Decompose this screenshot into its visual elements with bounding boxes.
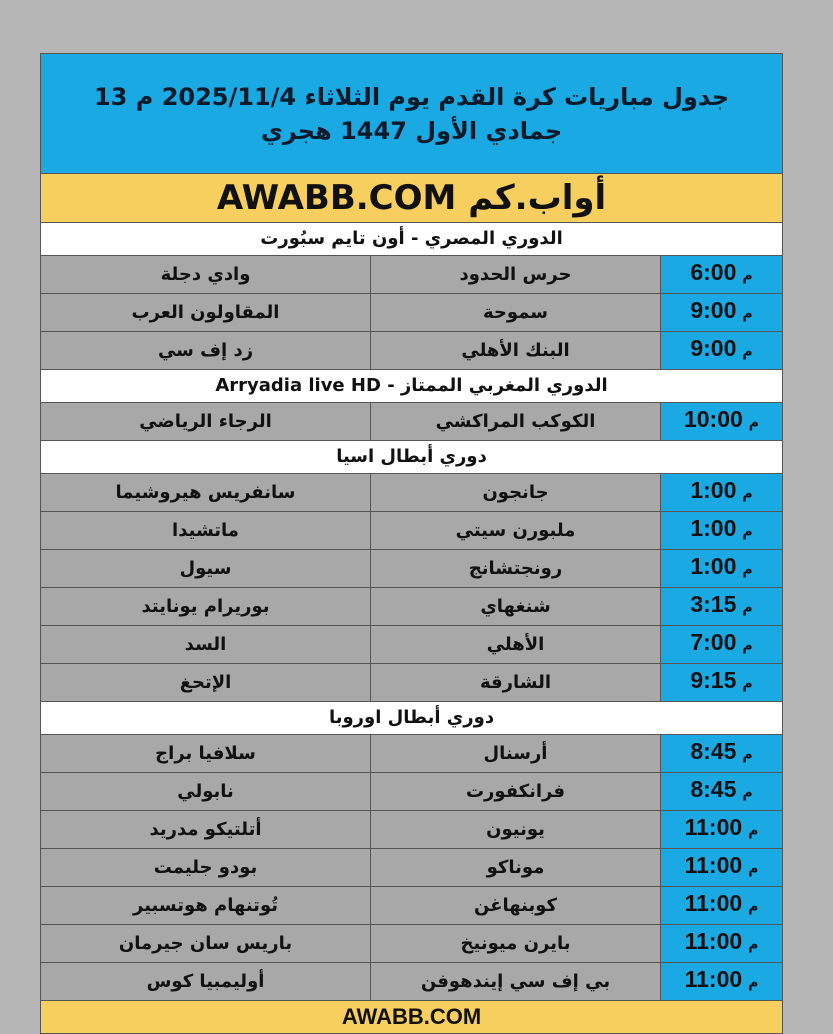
match-row bbox=[41, 811, 783, 849]
time-value: 11:00 bbox=[684, 852, 743, 878]
time-value: 7:00 bbox=[690, 629, 737, 655]
time-value: 11:00 bbox=[684, 814, 743, 840]
match-time bbox=[661, 332, 783, 370]
away-team: أوليمبيا كوس bbox=[41, 963, 371, 1001]
away-team: بوريرام يونايتد bbox=[41, 588, 371, 626]
league-row bbox=[41, 441, 783, 474]
footer-row bbox=[41, 1001, 783, 1034]
time-value: 9:15 bbox=[690, 667, 737, 693]
match-time bbox=[661, 474, 783, 512]
time-suffix: م bbox=[742, 747, 753, 763]
home-team: البنك الأهلي bbox=[371, 332, 661, 370]
league-header: دوري أبطال اوروبا bbox=[41, 702, 783, 735]
time-suffix: م bbox=[748, 861, 759, 877]
home-team: بايرن ميونيخ bbox=[371, 925, 661, 963]
time-suffix: م bbox=[742, 344, 753, 360]
home-team: أرسنال bbox=[371, 735, 661, 773]
schedule-sheet bbox=[40, 53, 782, 1029]
match-time bbox=[661, 849, 783, 887]
home-team: ملبورن سيتي bbox=[371, 512, 661, 550]
time-value: 1:00 bbox=[690, 553, 737, 579]
away-team: سانفريس هيروشيما bbox=[41, 474, 371, 512]
away-team: أتلتيكو مدريد bbox=[41, 811, 371, 849]
league-row bbox=[41, 370, 783, 403]
match-row bbox=[41, 550, 783, 588]
match-row bbox=[41, 735, 783, 773]
match-row bbox=[41, 925, 783, 963]
league-row bbox=[41, 223, 783, 256]
match-row bbox=[41, 773, 783, 811]
match-row bbox=[41, 512, 783, 550]
time-value: 3:15 bbox=[690, 591, 737, 617]
match-time bbox=[661, 294, 783, 332]
match-row bbox=[41, 849, 783, 887]
match-time bbox=[661, 403, 783, 441]
away-team: المقاولون العرب bbox=[41, 294, 371, 332]
home-team: يونيون bbox=[371, 811, 661, 849]
time-suffix: م bbox=[748, 415, 760, 431]
brand-banner: أواب.كم AWABB.COM bbox=[41, 174, 783, 223]
brand-row bbox=[41, 174, 783, 223]
time-suffix: م bbox=[748, 975, 759, 991]
time-suffix: م bbox=[748, 899, 759, 915]
match-time bbox=[661, 256, 783, 294]
match-time bbox=[661, 925, 783, 963]
match-row bbox=[41, 963, 783, 1001]
away-team: الرجاء الرياضي bbox=[41, 403, 371, 441]
time-suffix: م bbox=[742, 600, 753, 616]
match-row bbox=[41, 403, 783, 441]
home-team: رونجتشانج bbox=[371, 550, 661, 588]
time-suffix: م bbox=[742, 486, 753, 502]
match-time bbox=[661, 550, 783, 588]
time-value: 8:45 bbox=[690, 776, 737, 802]
league-header: الدوري المصري - أون تايم سبُورت bbox=[41, 223, 783, 256]
away-team: باريس سان جيرمان bbox=[41, 925, 371, 963]
time-suffix: م bbox=[742, 562, 753, 578]
time-suffix: م bbox=[742, 268, 753, 284]
match-time bbox=[661, 887, 783, 925]
time-suffix: م bbox=[748, 937, 759, 953]
time-value: 6:00 bbox=[690, 259, 737, 285]
league-header: الدوري المغربي الممتاز - Arryadia live HD bbox=[41, 370, 783, 403]
time-value: 11:00 bbox=[684, 966, 743, 992]
time-suffix: م bbox=[742, 524, 753, 540]
home-team: الأهلي bbox=[371, 626, 661, 664]
away-team: سلافيا براج bbox=[41, 735, 371, 773]
schedule-table bbox=[40, 53, 783, 1034]
match-time bbox=[661, 512, 783, 550]
league-header: دوري أبطال اسيا bbox=[41, 441, 783, 474]
match-row bbox=[41, 664, 783, 702]
home-team: شنغهاي bbox=[371, 588, 661, 626]
home-team: حرس الحدود bbox=[371, 256, 661, 294]
away-team: السد bbox=[41, 626, 371, 664]
match-row bbox=[41, 887, 783, 925]
away-team: ماتشيدا bbox=[41, 512, 371, 550]
match-row bbox=[41, 256, 783, 294]
match-time bbox=[661, 963, 783, 1001]
match-row bbox=[41, 626, 783, 664]
title-row bbox=[41, 54, 783, 174]
time-value: 9:00 bbox=[690, 335, 737, 361]
time-value: 11:00 bbox=[684, 928, 743, 954]
time-value: 1:00 bbox=[690, 515, 737, 541]
page-title: جدول مباريات كرة القدم يوم الثلاثاء 2025/11/4 م 13 جمادي الأول 1447 هجري bbox=[41, 54, 783, 174]
time-suffix: م bbox=[742, 306, 753, 322]
footer-brand: AWABB.COM bbox=[41, 1001, 783, 1034]
time-value: 11:00 bbox=[684, 890, 743, 916]
time-suffix: م bbox=[742, 785, 753, 801]
match-time bbox=[661, 811, 783, 849]
match-row bbox=[41, 332, 783, 370]
match-time bbox=[661, 773, 783, 811]
time-value: 8:45 bbox=[690, 738, 737, 764]
home-team: بي إف سي إيندهوفن bbox=[371, 963, 661, 1001]
time-value: 9:00 bbox=[690, 297, 737, 323]
home-team: سموحة bbox=[371, 294, 661, 332]
away-team: نابولي bbox=[41, 773, 371, 811]
match-time bbox=[661, 735, 783, 773]
home-team: موناكو bbox=[371, 849, 661, 887]
match-row bbox=[41, 588, 783, 626]
time-value: 10:00 bbox=[683, 406, 743, 432]
home-team: جانجون bbox=[371, 474, 661, 512]
match-row bbox=[41, 474, 783, 512]
home-team: كوبنهاغن bbox=[371, 887, 661, 925]
away-team: زد إف سي bbox=[41, 332, 371, 370]
time-value: 1:00 bbox=[690, 477, 737, 503]
away-team: بودو جليمت bbox=[41, 849, 371, 887]
league-row bbox=[41, 702, 783, 735]
time-suffix: م bbox=[742, 676, 753, 692]
time-suffix: م bbox=[742, 638, 753, 654]
away-team: تُوتنهام هوتسبير bbox=[41, 887, 371, 925]
home-team: الكوكب المراكشي bbox=[371, 403, 661, 441]
match-time bbox=[661, 626, 783, 664]
match-time bbox=[661, 664, 783, 702]
match-time bbox=[661, 588, 783, 626]
home-team: فرانكفورت bbox=[371, 773, 661, 811]
away-team: الإتحغ bbox=[41, 664, 371, 702]
time-suffix: م bbox=[748, 823, 759, 839]
away-team: وادي دجلة bbox=[41, 256, 371, 294]
home-team: الشارقة bbox=[371, 664, 661, 702]
away-team: سيول bbox=[41, 550, 371, 588]
match-row bbox=[41, 294, 783, 332]
